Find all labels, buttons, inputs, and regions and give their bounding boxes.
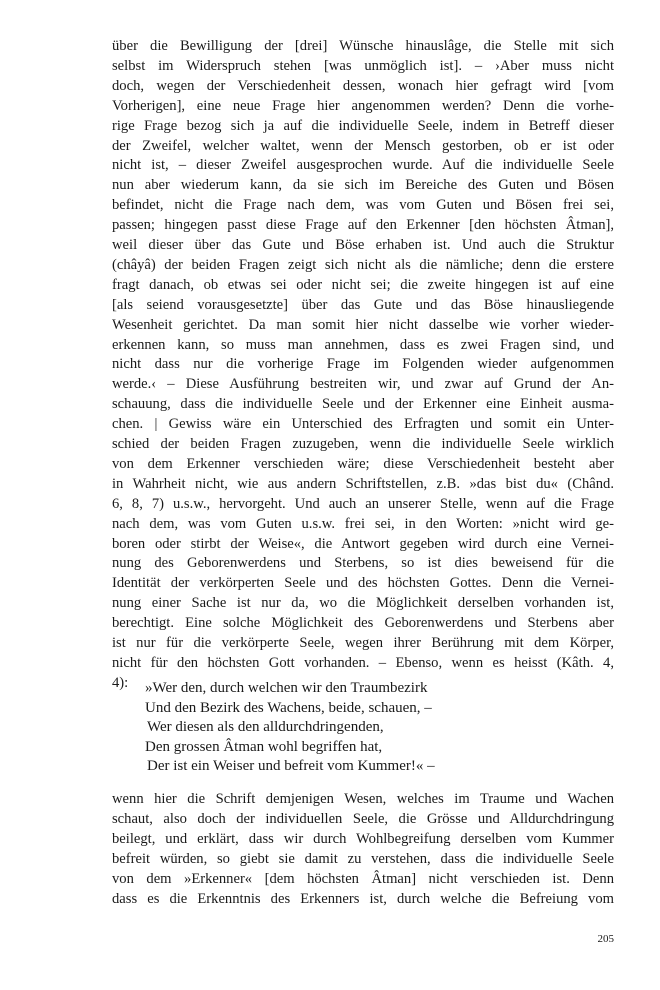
text-line: schied der beiden Fragen zuzugeben, wenn die individuelle Seele wirklich	[112, 436, 614, 452]
text-line: nung einer Sache ist nur da, wo die Möglichkeit derselben vorhanden ist,	[112, 595, 614, 612]
text-line: werde.‹ – Diese Ausführung bestreiten wir, und zwar auf Grund der An-	[112, 376, 614, 393]
text-line: wenn hier die Schrift demjenigen Wesen, welches im Traume und Wachen	[112, 791, 614, 807]
text-line: selbst im Widerspruch stehen [was unmöglich ist]. – ›Aber muss nicht	[112, 57, 614, 74]
text-line: nach dem, was vom Guten u.s.w. frei sei, in den Worten: »nicht wird ge-	[112, 515, 614, 532]
text-line: Identität der verkörperten Seele und des höchsten Gottes. Denn die Vernei-	[112, 575, 614, 592]
verse-line: Den grossen Âtman wohl begriffen hat,	[145, 738, 383, 755]
text-line: Vorherigen], eine neue Frage hier angenommen werden? Denn die vorhe-	[112, 97, 614, 114]
text-line: 6, 8, 7) u.s.w., hervorgeht. Und auch an unserer Stelle, wenn auf die Frage	[112, 495, 614, 512]
text-line: in Wahrheit nicht, wie aus andern Schriftstellen, z.B. »das bist du« (Chând.	[112, 475, 614, 492]
text-line: schauung, dass die individuelle Seele und der Erkenner eine Einheit ausma-	[112, 396, 614, 413]
text-line: schaut, also doch der individuellen Seele, die Grösse und Alldurchdringung	[112, 810, 614, 827]
verse-line: Der ist ein Weiser und befreit vom Kummer!« –	[147, 758, 435, 774]
text-line: von dem »Erkenner« [dem höchsten Âtman] nicht verschieden ist. Denn	[112, 870, 614, 887]
text-line: befreit würden, so giebt sie damit zu verstehen, dass die individuelle Seele	[112, 850, 614, 867]
text-line: dass es die Erkenntnis des Erkenners ist, durch welche die Befreiung vom	[112, 890, 614, 907]
verse-line: Und den Bezirk des Wachens, beide, schauen, –	[145, 699, 432, 716]
text-line: fragt danach, ob etwas sei oder nicht sei; die zweite hingegen ist auf eine	[112, 276, 614, 293]
text-line: nicht für den höchsten Gott vorhanden. – Ebenso, wenn es heisst (Kâth. 4,	[112, 654, 614, 671]
text-line: weil dieser über das Gute und Böse erhaben ist. Und auch die Struktur	[112, 237, 614, 253]
page-number: 205	[597, 933, 614, 945]
text-line: berechtigt. Eine solche Möglichkeit des Geborenwerdens und Sterbens aber	[112, 615, 614, 632]
text-line: 4):	[112, 674, 129, 691]
text-line: [als seiend vorausgesetzte] über das Gute und das Böse hinausliegende	[112, 296, 614, 313]
text-line: Wesenheit gerichtet. Da man somit hier nicht dasselbe wie vorher wieder-	[112, 316, 614, 333]
text-line: ist nur für die verkörperte Seele, wegen ihrer Berührung mit dem Körper,	[112, 635, 614, 651]
text-line: nun aber wiederum kann, da sie sich im Bereiche des Guten und Bösen	[112, 177, 614, 194]
text-line: nicht ist, – dieser Zweifel ausgesprochen wurde. Auf die individuelle Seele	[112, 157, 614, 174]
text-line: nicht dass nur die vorherige Frage im Folgenden wieder aufgenommen	[112, 356, 614, 373]
verse-line: »Wer den, durch welchen wir den Traumbezirk	[145, 680, 428, 696]
text-line: chen. | Gewiss wäre ein Unterschied des Erfragten und somit ein Unter-	[112, 416, 614, 433]
text-line: boren oder stirbt der Weise«, die Antwort gegeben wird durch eine Vernei-	[112, 535, 614, 552]
text-line: über die Bewilligung der [drei] Wünsche hinauslâge, die Stelle mit sich	[112, 38, 614, 54]
text-line: rige Frage bezog sich ja auf die individuelle Seele, indem in Betreff dieser	[112, 117, 614, 134]
text-line: der Zweifel, welcher waltet, wenn der Mensch gestorben, ob er ist oder	[112, 137, 614, 154]
text-line: nung des Geborenwerdens und Sterbens, so ist dies beweisend für die	[112, 555, 614, 572]
text-line: beilegt, und erklärt, dass wir durch Wohlbegreifung derselben vom Kummer	[112, 830, 614, 847]
text-line: erkennen kann, so muss man annehmen, dass es zwei Fragen sind, und	[112, 336, 614, 353]
text-line: (châyâ) der beiden Fragen zeigt sich nicht als die nämliche; denn die erstere	[112, 256, 614, 273]
text-line: passen; hingegen passt diese Frage auf den Erkenner [den höchsten Âtman],	[112, 217, 614, 234]
text-line: befindet, nicht die Frage nach dem, was vom Guten und Bösen frei sei,	[112, 197, 614, 214]
text-line: doch, wegen der Verschiedenheit dessen, wonach hier gefragt wird [vom	[112, 77, 614, 94]
text-line: von dem Erkenner verschieden wäre; diese Verschiedenheit besteht aber	[112, 455, 614, 472]
verse-line: Wer diesen als den alldurchdringenden,	[147, 719, 384, 735]
